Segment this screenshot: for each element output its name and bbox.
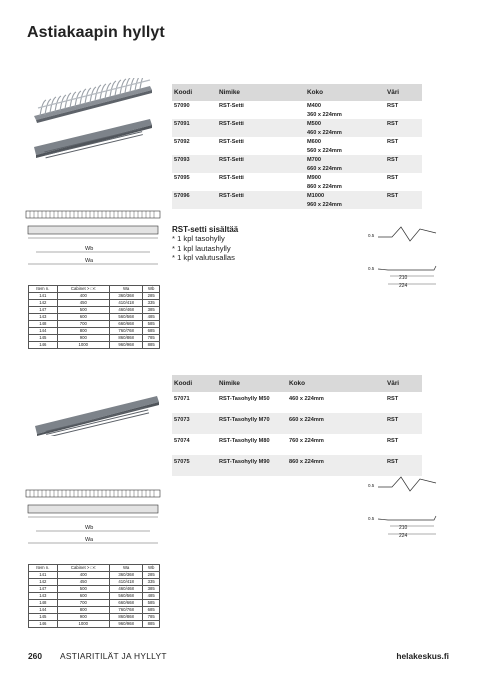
dim-cell: 145 (29, 614, 58, 621)
set-contents-item: * 1 kpl lautashylly (172, 243, 231, 253)
dim-cell: 700 (57, 321, 109, 328)
dim-row (29, 621, 160, 628)
product-color: RST (387, 103, 399, 109)
table-row (172, 137, 422, 155)
column-header: Koko (305, 84, 385, 101)
dim-row (29, 593, 160, 600)
dim-row (29, 614, 160, 621)
dim-header: Cabinet > □< (57, 565, 109, 572)
wa-label-1: Wa (85, 258, 94, 264)
dim-header: Wa (109, 286, 143, 293)
dim-cell: 335 (143, 300, 160, 307)
depth-label-224-2: 224 (399, 533, 408, 539)
wb-label-2: Wb (85, 525, 94, 531)
product-size: 760 x 224mm (289, 438, 324, 444)
clearance-label-1: 0.5 (368, 233, 375, 238)
product-size (305, 137, 385, 155)
dim-header: Wb (143, 286, 160, 293)
product-color: RST (385, 191, 422, 209)
shelf-front-drawing (24, 208, 162, 278)
dim-row (29, 307, 160, 314)
page-title: Astiakaapin hyllyt (27, 24, 165, 41)
set-contents-item: * 1 kpl tasohylly (172, 234, 225, 244)
product-size: 460 x 224mm (289, 396, 324, 402)
dim-cell: 800 (57, 607, 109, 614)
dim-cell: 285 (143, 572, 160, 579)
section-title: ASTIARITILÄT JA HYLLYT (60, 651, 167, 661)
dim-row (29, 300, 160, 307)
product-color: RST (387, 396, 399, 402)
dim-header: Wa (109, 565, 143, 572)
dim-cell: 900 (57, 335, 109, 342)
dim-cell: 144 (29, 328, 58, 335)
dim-cell: 146 (29, 342, 58, 349)
dim-cell: 144 (29, 607, 58, 614)
wb-label-1: Wb (85, 246, 94, 252)
dim-cell: 460/468 (109, 307, 143, 314)
dim-cell: 485 (143, 593, 160, 600)
product-name: RST-Tasohylly M90 (217, 455, 287, 476)
column-header: Koodi (172, 84, 217, 101)
size-model: M400 (307, 103, 321, 109)
size-model: M900 (307, 175, 321, 181)
product-size (305, 155, 385, 173)
dim-cell: 146 (29, 621, 58, 628)
dim-cell: 285 (143, 293, 160, 300)
clearance-label-2: 0.5 (368, 266, 375, 271)
dim-row (29, 293, 160, 300)
dim-cell: 410/418 (109, 579, 143, 586)
dim-cell: 142 (29, 300, 58, 307)
dim-cell: 800 (57, 328, 109, 335)
product-code: 57093 (172, 155, 217, 173)
product-size: 660 x 224mm (287, 413, 385, 434)
dim-cell: 410/418 (109, 300, 143, 307)
dim-row (29, 321, 160, 328)
set-contents-item: * 1 kpl valutusallas (172, 252, 235, 262)
product-code: 57073 (172, 413, 217, 434)
size-dimensions: 960 x 224mm (307, 202, 342, 208)
product-size (305, 101, 385, 119)
dim-cell: 600 (57, 593, 109, 600)
set-contents-title: RST-setti sisältää (172, 225, 239, 234)
dim-cell: 660/668 (109, 321, 143, 328)
product-size (305, 119, 385, 137)
dim-cell: 148 (29, 321, 58, 328)
product-color: RST (385, 413, 422, 434)
dim-cell: 700 (57, 600, 109, 607)
wa-label-2: Wa (85, 537, 94, 543)
dim-row (29, 342, 160, 349)
dimension-table-2 (28, 564, 160, 628)
size-dimensions: 660 x 224mm (307, 166, 342, 172)
perforated-shelf-image (32, 115, 154, 159)
clearance-label-3: 0.5 (368, 483, 375, 488)
column-header: Nimike (217, 375, 287, 392)
product-name: RST-Setti (219, 175, 244, 181)
product-name: RST-Tasohylly M70 (217, 413, 287, 434)
product-code: 57091 (172, 119, 217, 137)
dim-cell: 147 (29, 307, 58, 314)
table-row (172, 101, 422, 119)
table-row (172, 155, 422, 173)
dim-header: Wb (143, 565, 160, 572)
size-dimensions: 360 x 224mm (307, 112, 342, 118)
column-header: Väri (385, 375, 422, 392)
product-code: 57074 (174, 438, 190, 444)
dim-header: Cabinet > □< (57, 286, 109, 293)
dim-cell: 600 (57, 314, 109, 321)
dim-cell: 860/868 (109, 335, 143, 342)
dim-row (29, 586, 160, 593)
dim-cell: 143 (29, 593, 58, 600)
dim-row (29, 607, 160, 614)
dim-cell: 560/568 (109, 314, 143, 321)
product-table-2 (172, 375, 422, 476)
dim-cell: 360/368 (109, 293, 143, 300)
table-row (172, 191, 422, 209)
dim-cell: 450 (57, 579, 109, 586)
product-color: RST (385, 119, 422, 137)
size-model: M600 (307, 139, 321, 145)
size-dimensions: 560 x 224mm (307, 148, 342, 154)
product-name: RST-Setti (219, 103, 244, 109)
table-row (172, 119, 422, 137)
table-row (172, 413, 422, 434)
dim-cell: 148 (29, 600, 58, 607)
dim-cell: 450 (57, 300, 109, 307)
product-code: 57090 (174, 103, 190, 109)
table-row (172, 434, 422, 455)
dim-cell: 685 (143, 607, 160, 614)
dim-cell: 500 (57, 307, 109, 314)
dim-cell: 660/668 (109, 600, 143, 607)
dim-cell: 785 (143, 335, 160, 342)
product-color: RST (387, 438, 399, 444)
product-color: RST (385, 155, 422, 173)
product-name: RST-Tasohylly M50 (219, 396, 270, 402)
dim-cell: 141 (29, 572, 58, 579)
dim-cell: 385 (143, 586, 160, 593)
dim-cell: 785 (143, 614, 160, 621)
dim-cell: 335 (143, 579, 160, 586)
shelf-front-drawing-2 (24, 487, 162, 557)
dim-cell: 960/968 (109, 342, 143, 349)
product-code: 57075 (172, 455, 217, 476)
dim-cell: 1000 (57, 342, 109, 349)
page-number: 260 (28, 651, 42, 661)
dim-cell: 360/368 (109, 572, 143, 579)
dim-header: Item n. (29, 286, 58, 293)
depth-label-224: 224 (399, 283, 408, 289)
shelf-image (33, 392, 161, 436)
dim-row (29, 572, 160, 579)
column-header: Nimike (217, 84, 305, 101)
size-model: M500 (307, 121, 321, 127)
dim-row (29, 335, 160, 342)
product-size (305, 173, 385, 191)
dimension-table-1 (28, 285, 160, 349)
column-header: Koko (287, 375, 385, 392)
size-model: M700 (307, 157, 321, 163)
product-size: 860 x 224mm (287, 455, 385, 476)
brand-link[interactable]: helakeskus.fi (396, 651, 449, 661)
dim-cell: 585 (143, 321, 160, 328)
size-dimensions: 460 x 224mm (307, 130, 342, 136)
dim-header: Item n. (29, 565, 58, 572)
dim-row (29, 579, 160, 586)
dim-cell: 400 (57, 572, 109, 579)
column-header: Väri (385, 84, 422, 101)
product-color: RST (387, 139, 399, 145)
product-code: 57095 (174, 175, 190, 181)
dim-cell: 485 (143, 314, 160, 321)
product-name: RST-Setti (217, 191, 305, 209)
dim-cell: 141 (29, 293, 58, 300)
dim-cell: 900 (57, 614, 109, 621)
product-code: 57092 (174, 139, 190, 145)
product-color: RST (387, 175, 399, 181)
dim-cell: 760/768 (109, 607, 143, 614)
size-model: M1000 (307, 193, 325, 199)
product-table-1 (172, 84, 422, 209)
dim-row (29, 314, 160, 321)
product-code: 57096 (172, 191, 217, 209)
product-name: RST-Setti (217, 119, 305, 137)
column-header: Koodi (172, 375, 217, 392)
table-row (172, 392, 422, 413)
dim-cell: 960/968 (109, 621, 143, 628)
product-color: RST (385, 455, 422, 476)
dim-cell: 885 (143, 621, 160, 628)
table-row (172, 455, 422, 476)
dim-cell: 143 (29, 314, 58, 321)
product-size (305, 191, 385, 209)
dim-cell: 585 (143, 600, 160, 607)
dim-cell: 147 (29, 586, 58, 593)
dim-cell: 760/768 (109, 328, 143, 335)
product-name: RST-Tasohylly M80 (219, 438, 270, 444)
clearance-label-4: 0.5 (368, 516, 375, 521)
dim-cell: 500 (57, 586, 109, 593)
dim-cell: 145 (29, 335, 58, 342)
dim-cell: 460/468 (109, 586, 143, 593)
dim-cell: 385 (143, 307, 160, 314)
dim-cell: 400 (57, 293, 109, 300)
dim-row (29, 328, 160, 335)
set-contents (172, 225, 238, 262)
product-code: 57071 (174, 396, 190, 402)
dim-cell: 1000 (57, 621, 109, 628)
dim-cell: 142 (29, 579, 58, 586)
product-name: RST-Setti (219, 139, 244, 145)
size-dimensions: 860 x 224mm (307, 184, 342, 190)
table-row (172, 173, 422, 191)
depth-label-210: 210 (399, 275, 408, 281)
dim-row (29, 600, 160, 607)
dim-cell: 885 (143, 342, 160, 349)
dim-cell: 685 (143, 328, 160, 335)
product-name: RST-Setti (217, 155, 305, 173)
depth-label-210-2: 210 (399, 525, 408, 531)
dim-cell: 560/568 (109, 593, 143, 600)
dim-cell: 860/868 (109, 614, 143, 621)
